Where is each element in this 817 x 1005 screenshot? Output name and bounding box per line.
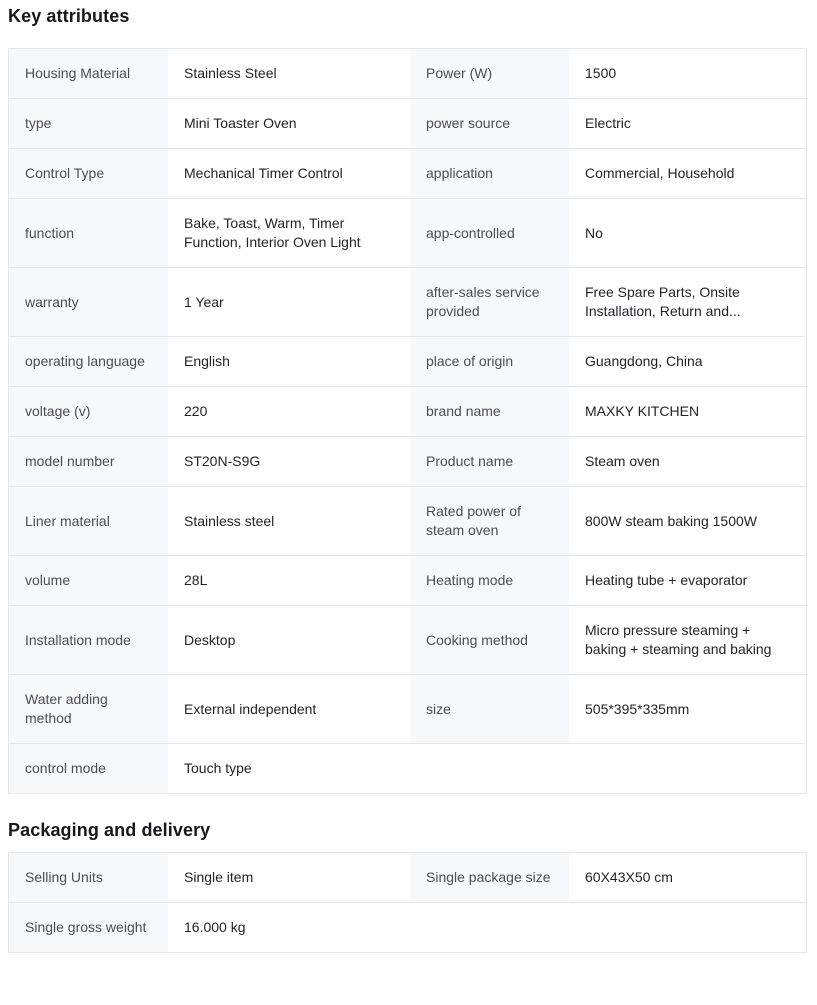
attr-empty-cell: [569, 744, 806, 793]
attr-value-cell: [168, 49, 410, 98]
attr-value-text: Mini Toaster Oven: [184, 115, 297, 131]
attr-label-cell: [9, 149, 168, 198]
attr-value-text: Stainless Steel: [184, 65, 277, 81]
attr-label-cell: [410, 853, 569, 902]
attr-label-cell: [410, 556, 569, 605]
attr-value-cell: [168, 853, 410, 902]
section-title-key-attributes: Key attributes: [8, 6, 130, 26]
attr-label-text: after-sales service provided: [426, 284, 540, 319]
attr-row: [9, 198, 806, 267]
attr-label-cell: [410, 337, 569, 386]
attr-row: [9, 98, 806, 148]
attr-value-cell: [168, 606, 410, 674]
attr-value-cell: [569, 337, 806, 386]
attr-value-text: 800W steam baking 1500W: [585, 512, 757, 529]
attr-row: [9, 148, 806, 198]
attr-label-cell: [9, 49, 168, 98]
attr-row: [9, 555, 806, 605]
attr-label-text: Installation mode: [25, 631, 131, 648]
attr-value-text: Heating tube + evaporator: [585, 572, 748, 588]
attr-empty-cell: [410, 744, 569, 793]
attr-value-cell: [569, 606, 806, 674]
attr-value-text: 220: [184, 403, 208, 419]
attr-value-cell: [569, 675, 806, 743]
attr-label-text: Single gross weight: [25, 919, 147, 935]
attr-value-cell: [168, 337, 410, 386]
attr-value-text: Steam oven: [585, 453, 660, 469]
attr-value-text: Micro pressure steaming + baking + steaming and baking: [585, 622, 772, 657]
attr-label-text: Housing Material: [25, 65, 131, 81]
attr-label-cell: [9, 199, 168, 267]
attr-value-text: 60X43X50 cm: [585, 869, 673, 885]
attr-row: [9, 48, 806, 98]
attr-value-text: Free Spare Parts, Onsite Installation, Return and...: [585, 284, 741, 319]
attr-label-cell: [410, 487, 569, 555]
attr-value-text: Touch type: [184, 760, 252, 776]
attr-value-cell: [569, 387, 806, 436]
attr-label-text: brand name: [426, 403, 501, 419]
attr-label-text: power source: [426, 115, 511, 131]
attr-label-text: operating language: [25, 353, 145, 369]
attr-value-cell: [168, 199, 410, 267]
attr-empty-cell: [569, 903, 806, 952]
attr-value-text: 28L: [184, 572, 208, 588]
attr-value-cell: [168, 675, 410, 743]
attr-label-text: Power (W): [426, 65, 493, 81]
attr-label-text: app-controlled: [426, 224, 515, 241]
attr-label-cell: [410, 606, 569, 674]
attr-value-text: Guangdong, China: [585, 353, 703, 369]
attr-value-cell: [569, 99, 806, 148]
attr-label-cell: [410, 149, 569, 198]
attr-value-text: Desktop: [184, 631, 236, 648]
attr-value-text: Commercial, Household: [585, 165, 735, 181]
attr-label-cell: [9, 487, 168, 555]
attr-value-text: Bake, Toast, Warm, Timer Function, Interior Oven Light: [184, 215, 361, 250]
attr-label-text: Product name: [426, 453, 514, 469]
attr-label-text: function: [25, 224, 75, 241]
attr-label-cell: [9, 337, 168, 386]
attr-row: [9, 902, 806, 952]
attr-value-cell: [569, 487, 806, 555]
attr-value-cell: [168, 437, 410, 486]
attr-value-cell: [168, 99, 410, 148]
attr-value-cell: [168, 149, 410, 198]
attr-label-text: application: [426, 165, 493, 181]
attr-value-cell: [168, 903, 410, 952]
attr-label-text: Rated power of steam oven: [426, 503, 521, 538]
attr-label-cell: [9, 268, 168, 336]
attr-row: [9, 674, 806, 743]
attr-label-text: Heating mode: [426, 572, 514, 588]
attr-value-cell: [569, 556, 806, 605]
attr-value-text: English: [184, 353, 230, 369]
attr-label-cell: [410, 268, 569, 336]
attr-value-cell: [569, 268, 806, 336]
attr-label-cell: [410, 49, 569, 98]
attr-row: [9, 852, 806, 902]
attr-label-cell: [9, 606, 168, 674]
attr-value-text: 1500: [585, 65, 617, 81]
attr-label-cell: [9, 744, 168, 793]
key-attributes-table: [8, 48, 807, 794]
attr-value-text: Mechanical Timer Control: [184, 165, 343, 181]
attr-label-text: warranty: [25, 293, 79, 310]
attr-value-text: 1 Year: [184, 293, 224, 310]
attr-label-text: Single package size: [426, 869, 551, 885]
attr-label-text: Cooking method: [426, 631, 528, 648]
attr-value-cell: [168, 487, 410, 555]
attr-label-cell: [9, 675, 168, 743]
attr-row: [9, 436, 806, 486]
attr-value-text: Single item: [184, 869, 254, 885]
attr-row: [9, 743, 806, 793]
attr-row: [9, 605, 806, 674]
attr-value-text: MAXKY KITCHEN: [585, 403, 700, 419]
attr-value-text: Electric: [585, 115, 631, 131]
attr-value-text: 16.000 kg: [184, 919, 246, 935]
attr-value-text: Stainless steel: [184, 512, 275, 529]
attr-value-cell: [569, 199, 806, 267]
attr-value-cell: [569, 49, 806, 98]
attr-label-text: Water adding method: [25, 691, 108, 726]
attr-row: [9, 336, 806, 386]
attr-value-cell: [168, 556, 410, 605]
attr-label-cell: [9, 853, 168, 902]
attr-row: [9, 386, 806, 436]
attr-value-cell: [168, 744, 410, 793]
attr-label-cell: [9, 903, 168, 952]
attr-label-text: volume: [25, 572, 71, 588]
attr-value-text: No: [585, 224, 603, 241]
attr-label-cell: [9, 437, 168, 486]
attr-value-text: ST20N-S9G: [184, 453, 261, 469]
attr-label-cell: [410, 199, 569, 267]
attr-label-cell: [410, 387, 569, 436]
attr-label-cell: [9, 556, 168, 605]
attr-label-text: size: [426, 700, 451, 717]
attr-value-cell: [569, 149, 806, 198]
attr-label-text: Selling Units: [25, 869, 103, 885]
attr-label-cell: [410, 437, 569, 486]
product-specs-page: [0, 5, 817, 953]
attr-value-text: External independent: [184, 700, 317, 717]
packaging-delivery-table: [8, 852, 807, 953]
attr-label-text: voltage (v): [25, 403, 91, 419]
attr-label-text: Control Type: [25, 165, 105, 181]
attr-value-cell: [569, 437, 806, 486]
attr-value-cell: [569, 853, 806, 902]
attr-label-text: model number: [25, 453, 115, 469]
attr-value-text: 505*395*335mm: [585, 700, 690, 717]
attr-label-cell: [9, 99, 168, 148]
attr-value-cell: [168, 387, 410, 436]
attr-label-text: place of origin: [426, 353, 514, 369]
attr-label-cell: [410, 99, 569, 148]
section-title-packaging-delivery: Packaging and delivery: [8, 820, 211, 840]
attr-row: [9, 486, 806, 555]
attr-value-cell: [168, 268, 410, 336]
attr-label-cell: [9, 387, 168, 436]
attr-empty-cell: [410, 903, 569, 952]
attr-label-cell: [410, 675, 569, 743]
attr-label-text: control mode: [25, 760, 106, 776]
attr-label-text: type: [25, 115, 52, 131]
attr-row: [9, 267, 806, 336]
attr-label-text: Liner material: [25, 512, 110, 529]
